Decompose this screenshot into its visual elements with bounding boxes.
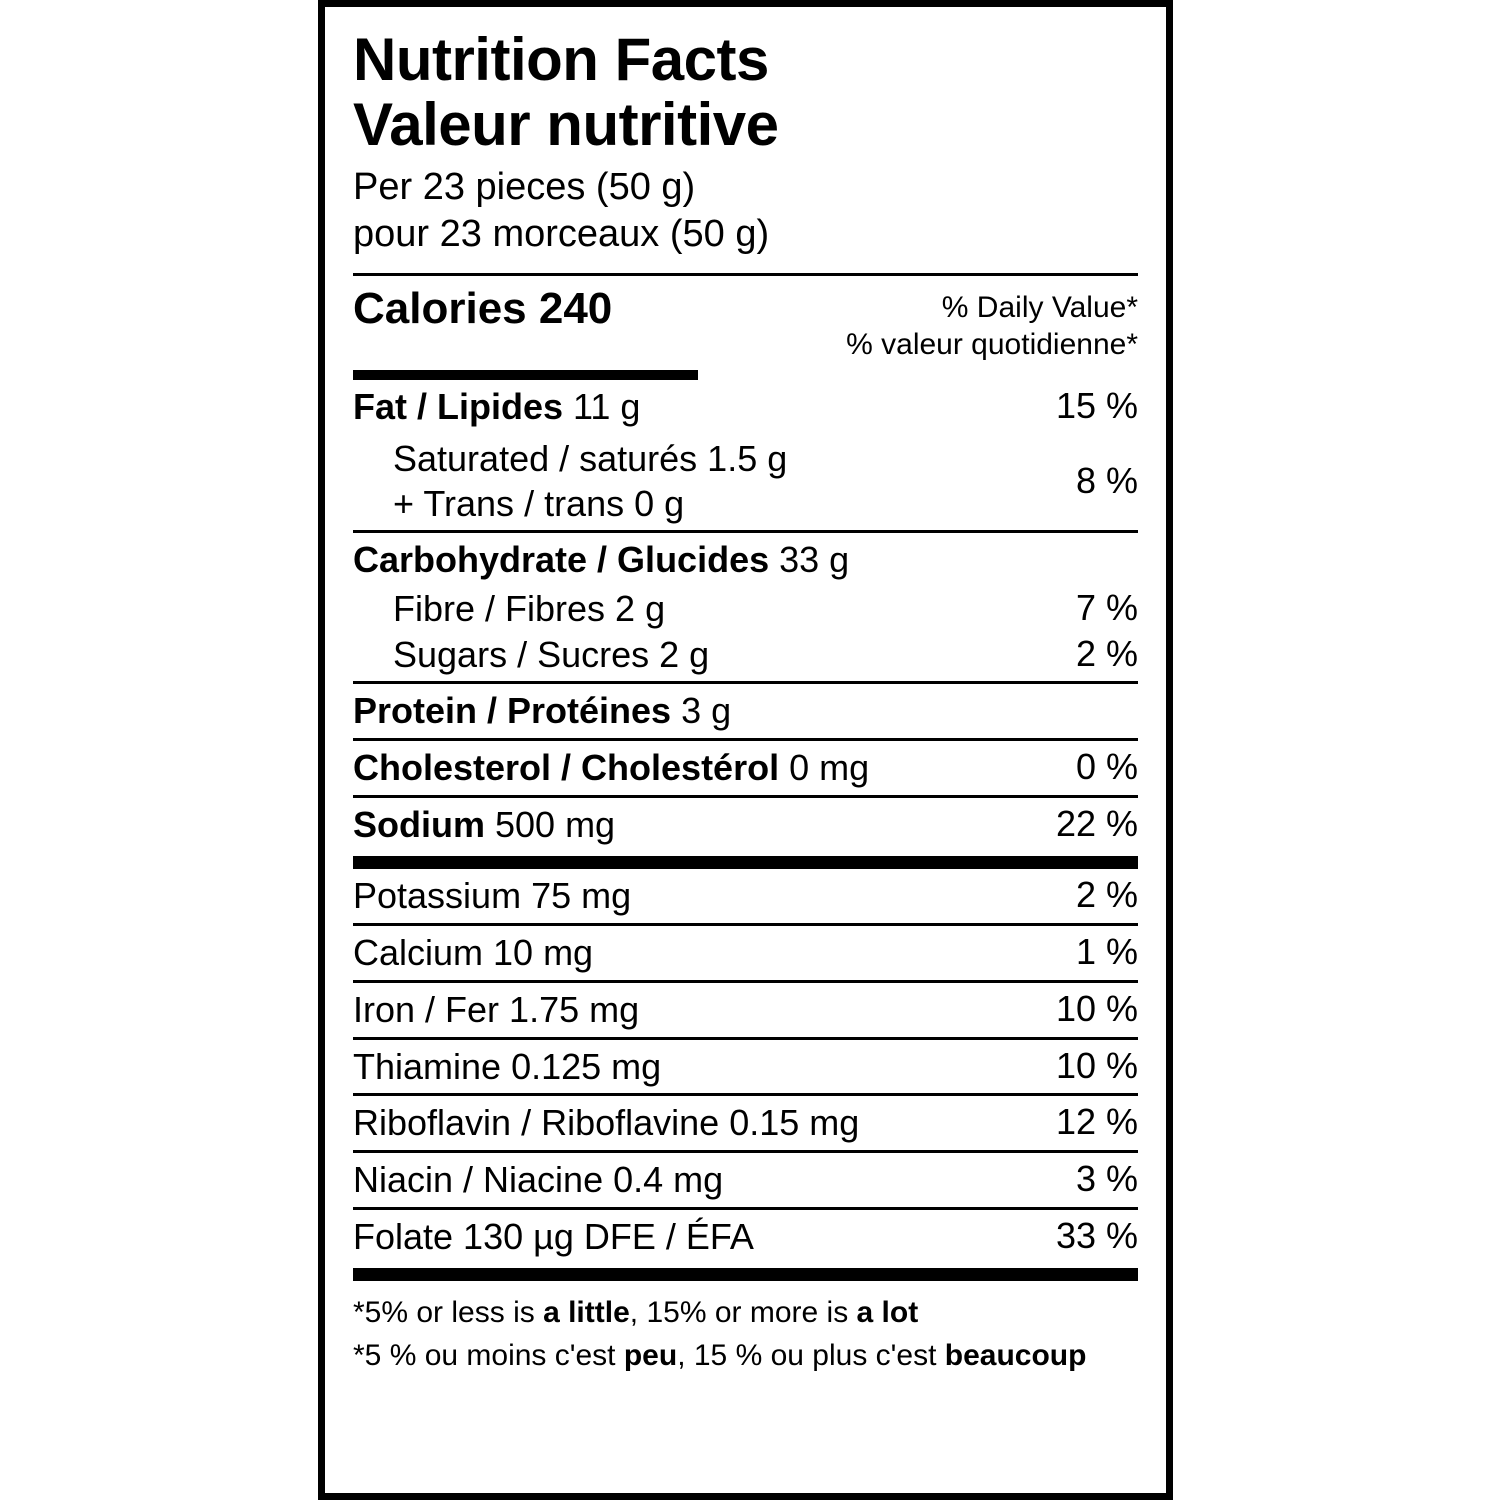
daily-value-header-french: % valeur quotidienne* xyxy=(846,328,1138,362)
row-label-carbohydrate xyxy=(353,538,849,582)
row-label-fat xyxy=(353,385,640,429)
daily-value-header-english: % Daily Value* xyxy=(941,290,1138,324)
footnote-english xyxy=(353,1291,1138,1334)
row-label-trans-line2: + Trans / trans 0 g xyxy=(393,483,685,525)
row-label-saturated-line1: Saturated / saturés 1.5 g xyxy=(393,437,788,479)
serving-size-french: pour 23 morceaux (50 g) xyxy=(353,213,770,256)
row-dv-riboflavin: 12 % xyxy=(1055,1101,1138,1143)
row-dv-thiamine: 10 % xyxy=(1055,1044,1138,1086)
row-dv-cholesterol: 0 % xyxy=(1075,746,1138,788)
divider-footnote xyxy=(353,1268,1138,1281)
row-dv-folate: 33 % xyxy=(1055,1215,1138,1257)
row-label-cholesterol xyxy=(353,746,869,790)
table-row-riboflavin xyxy=(353,1096,1138,1150)
row-label-thiamine: Thiamine 0.125 mg xyxy=(353,1045,662,1087)
row-nutrient-sodium: Sodium xyxy=(353,803,485,845)
table-row-calcium xyxy=(353,926,1138,980)
table-row-niacin xyxy=(353,1153,1138,1207)
table-row-cholesterol xyxy=(353,741,1138,795)
row-nutrient-carbohydrate: Carbohydrate / Glucides xyxy=(353,539,770,581)
serving-size-english: Per 23 pieces (50 g) xyxy=(353,165,696,208)
row-dv-sugars: 2 % xyxy=(1075,633,1138,675)
row-label-niacin: Niacin / Niacine 0.4 mg xyxy=(353,1159,724,1201)
footnote-french xyxy=(353,1334,1138,1377)
table-row-fibre xyxy=(353,587,1138,633)
footnote-french-part1: *5 % ou moins c'est xyxy=(353,1339,624,1373)
row-dv-saturated: 8 % xyxy=(1075,460,1138,502)
table-row-fat xyxy=(353,380,1138,434)
row-label-saturated xyxy=(353,436,787,527)
footnote-french-part2: , 15 % ou plus c'est xyxy=(677,1339,945,1373)
row-nutrient-cholesterol: Cholesterol / Cholestérol xyxy=(353,747,780,789)
footnote-english-part1: *5% or less is xyxy=(353,1296,544,1330)
row-label-fibre: Fibre / Fibres 2 g xyxy=(393,588,666,630)
title-french: Valeur nutritive xyxy=(353,90,779,158)
row-dv-calcium: 1 % xyxy=(1075,930,1138,972)
row-dv-potassium: 2 % xyxy=(1075,873,1138,915)
row-label-calcium: Calcium 10 mg xyxy=(353,931,594,973)
table-row-folate xyxy=(353,1210,1138,1264)
footnote-english-part2: , 15% or more is xyxy=(629,1296,857,1330)
daily-value-header xyxy=(846,284,1138,364)
calories-label: Calories 240 xyxy=(353,283,613,333)
table-row-sodium xyxy=(353,798,1138,852)
table-row-potassium xyxy=(353,869,1138,923)
row-dv-fat: 15 % xyxy=(1055,384,1138,426)
footnote-block xyxy=(353,1281,1138,1377)
footnote-english-bold1: a little xyxy=(543,1296,630,1330)
row-nutrient-fat: Fat / Lipides xyxy=(353,385,564,427)
row-label-sugars: Sugars / Sucres 2 g xyxy=(393,634,710,676)
row-label-folate: Folate 130 µg DFE / ÉFA xyxy=(353,1216,754,1258)
footnote-french-bold2: beaucoup xyxy=(944,1339,1087,1373)
row-label-sodium xyxy=(353,803,615,847)
row-value-carbohydrate: 33 g xyxy=(769,539,850,581)
table-row-iron xyxy=(353,983,1138,1037)
calories-block xyxy=(353,276,1138,364)
table-row-thiamine xyxy=(353,1040,1138,1094)
table-row-carbohydrate xyxy=(353,533,1138,587)
row-label-potassium: Potassium 75 mg xyxy=(353,874,632,916)
title-english: Nutrition Facts xyxy=(353,26,769,93)
row-value-cholesterol: 0 mg xyxy=(779,747,870,789)
row-value-sodium: 500 mg xyxy=(485,803,616,845)
row-dv-iron: 10 % xyxy=(1055,987,1138,1029)
table-row-sugars xyxy=(353,633,1138,681)
footnote-english-bold2: a lot xyxy=(856,1296,919,1330)
divider-calories xyxy=(353,370,698,380)
row-label-riboflavin: Riboflavin / Riboflavine 0.15 mg xyxy=(353,1102,860,1144)
row-nutrient-protein: Protein / Protéines xyxy=(353,690,672,732)
row-dv-niacin: 3 % xyxy=(1075,1158,1138,1200)
row-dv-fibre: 7 % xyxy=(1075,587,1138,629)
row-value-fat: 11 g xyxy=(563,385,641,427)
nutrition-facts-panel xyxy=(318,0,1173,1500)
row-value-protein: 3 g xyxy=(671,690,732,732)
footnote-french-bold1: peu xyxy=(623,1339,678,1373)
row-label-protein xyxy=(353,689,731,733)
table-row-saturated xyxy=(353,434,1138,531)
divider-minerals xyxy=(353,856,1138,869)
row-label-iron: Iron / Fer 1.75 mg xyxy=(353,988,640,1030)
row-dv-sodium: 22 % xyxy=(1055,802,1138,844)
table-row-protein xyxy=(353,684,1138,738)
